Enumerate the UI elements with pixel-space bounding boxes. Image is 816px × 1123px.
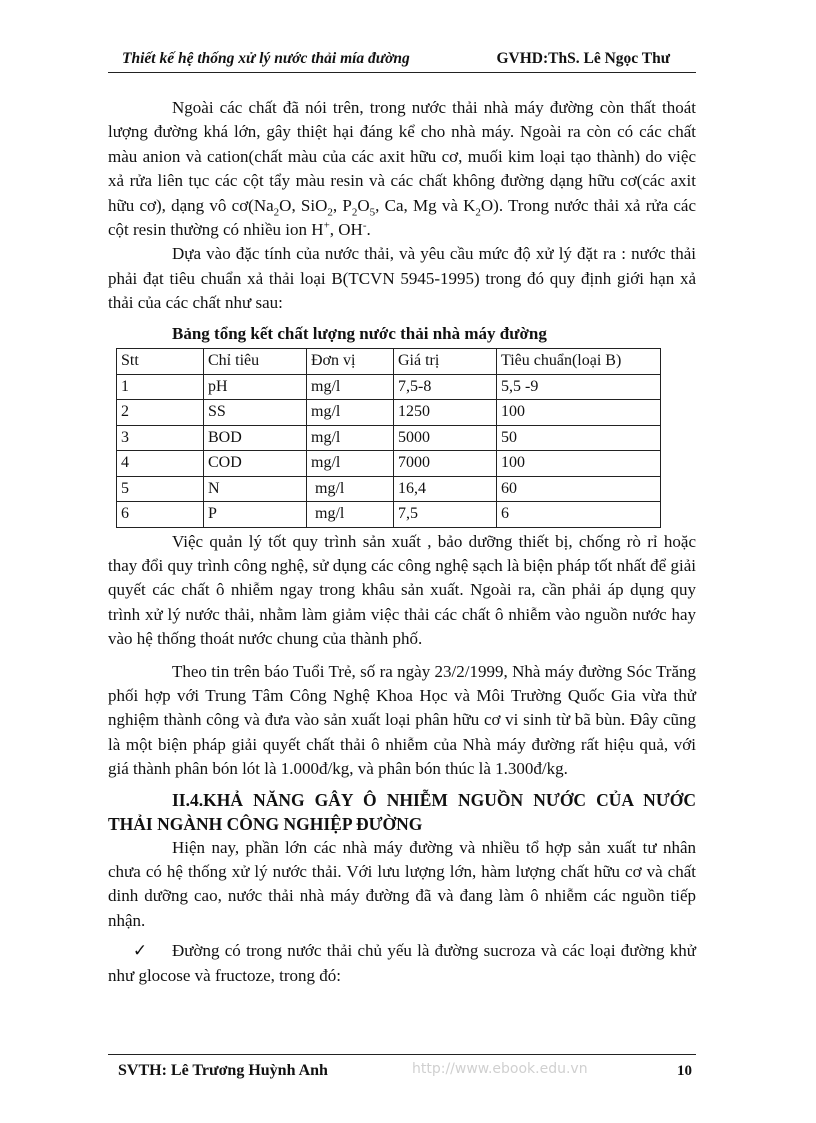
table-cell: COD	[204, 451, 307, 477]
bullet-item	[108, 939, 696, 988]
table-cell: mg/l	[307, 451, 394, 477]
paragraph-5: Hiện nay, phần lớn các nhà máy đường và nhiều tổ hợp sản xuất tư nhân chưa có hệ thống xử lý nước thải. Với lưu lượng lớn, hàm lượng chất hữu cơ và chất dinh dưỡng cao, nước thải nhà máy đường đã và đang làm ô nhiễm các nguồn tiếp nhận.	[108, 837, 696, 930]
table-cell: 1250	[394, 400, 497, 426]
table-cell: 5	[117, 476, 204, 502]
table-row	[117, 451, 661, 477]
table-cell: pH	[204, 374, 307, 400]
table-cell: N	[204, 476, 307, 502]
table-row	[117, 502, 661, 528]
table-cell: 3	[117, 425, 204, 451]
table-cell: 100	[497, 400, 661, 426]
table-cell: mg/l	[307, 476, 394, 502]
table-row	[117, 400, 661, 426]
check-icon: ✓	[132, 941, 148, 961]
table-header-cell: Chỉ tiêu	[204, 349, 307, 375]
table-row	[117, 476, 661, 502]
table-header-cell: Stt	[117, 349, 204, 375]
table-cell: 6	[497, 502, 661, 528]
table-caption: Bảng tổng kết chất lượng nước thải nhà máy đường	[172, 323, 547, 343]
water-quality-table	[116, 348, 661, 528]
header-title: Thiết kế hệ thống xử lý nước thải mía đường	[122, 50, 410, 67]
footer-student: SVTH: Lê Trương Huỳnh Anh	[118, 1062, 328, 1079]
table-cell: 5,5 -9	[497, 374, 661, 400]
table-header-cell: Đơn vị	[307, 349, 394, 375]
table-cell: 60	[497, 476, 661, 502]
paragraph-4: Theo tin trên báo Tuổi Trẻ, số ra ngày 23/2/1999, Nhà máy đường Sóc Trăng phối hợp với Trung Tâm Công Nghệ Khoa Học và Môi Trường Quốc Gia vừa thử nghiệm thành công và đưa vào sản xuất loại phân hữu cơ vi sinh từ bã bùn. Đây cũng là một biện pháp giải quyết chất thải ô nhiễm của Nhà máy đường rất hiệu quả, với giá thành phân bón lót là 1.000đ/kg, và phân bón thúc là 1.300đ/kg.	[108, 661, 696, 779]
table-cell: mg/l	[307, 400, 394, 426]
header-advisor: GVHD:ThS. Lê Ngọc Thư	[496, 50, 670, 67]
table-cell: 7,5	[394, 502, 497, 528]
document-body	[108, 96, 696, 988]
page-footer	[108, 1054, 696, 1083]
table-header-row	[117, 349, 661, 375]
table-cell: 2	[117, 400, 204, 426]
table-cell: BOD	[204, 425, 307, 451]
table-cell: 6	[117, 502, 204, 528]
table-header-cell: Giá trị	[394, 349, 497, 375]
page-number: 10	[677, 1063, 692, 1079]
table-cell: 100	[497, 451, 661, 477]
paragraph-3: Việc quản lý tốt quy trình sản xuất , bảo dưỡng thiết bị, chống rò rỉ hoặc thay đổi quy trình công nghệ, sử dụng các công nghệ sạch là biện pháp tốt nhất để giải quyết các chất ô nhiễm ngay trong khâu sản xuất. Ngoài ra, cần phải áp dụng quy trình xử lý nước thải, nhằm làm giảm việc thải các chất ô nhiễm vào nguồn nước hay vào hệ thống thoát nước chung của thành phố.	[108, 531, 696, 649]
table-cell: 16,4	[394, 476, 497, 502]
table-cell: mg/l	[307, 502, 394, 528]
page-frame	[108, 42, 696, 1082]
page-header	[108, 42, 696, 73]
table-cell: 4	[117, 451, 204, 477]
table-cell: 7,5-8	[394, 374, 497, 400]
footer-watermark-url: http://www.ebook.edu.vn	[412, 1061, 588, 1077]
table-cell: mg/l	[307, 374, 394, 400]
table-cell: 1	[117, 374, 204, 400]
paragraph-1: Ngoài các chất đã nói trên, trong nước thải nhà máy đường còn thất thoát lượng đường khá lớn, gây thiệt hại đáng kể cho nhà máy. Ngoài ra còn có các chất màu anion và cation(chất màu của các axit hữu cơ, muối kim loại tạo thành) do việc xả rửa liên tục các cột tẩy màu resin và các chất không đường dạng hữu cơ(các axit hữu cơ), dạng vô $cơ(Na_2O$, SiO$_2$, $P_2O_5$, Ca, Mg và $K_2O$). Trong nước thải xả rửa các cột resin thường có nhiều ion H+, OH-.	[108, 98, 696, 240]
table-cell: 7000	[394, 451, 497, 477]
table-row	[117, 374, 661, 400]
table-cell: P	[204, 502, 307, 528]
table-header-cell: Tiêu chuẩn(loại B)	[497, 349, 661, 375]
bullet-text: Đường có trong nước thải chủ yếu là đường sucroza và các loại đường khử như glocose và fructoze, trong đó:	[108, 941, 696, 985]
table-cell: SS	[204, 400, 307, 426]
table-cell: mg/l	[307, 425, 394, 451]
paragraph-2: Dựa vào đặc tính của nước thải, và yêu cầu mức độ xử lý đặt ra : nước thải phải đạt tiêu chuẩn xả thải loại B(TCVN 5945-1995) trong đó quy định giới hạn xả thải của các chất như sau:	[108, 244, 696, 313]
section-heading: II.4.KHẢ NĂNG GÂY Ô NHIỄM NGUỒN NƯỚC CỦA NƯỚC THẢI NGÀNH CÔNG NGHIỆP ĐƯỜNG	[108, 789, 696, 834]
table-row	[117, 425, 661, 451]
table-cell: 5000	[394, 425, 497, 451]
table-cell: 50	[497, 425, 661, 451]
